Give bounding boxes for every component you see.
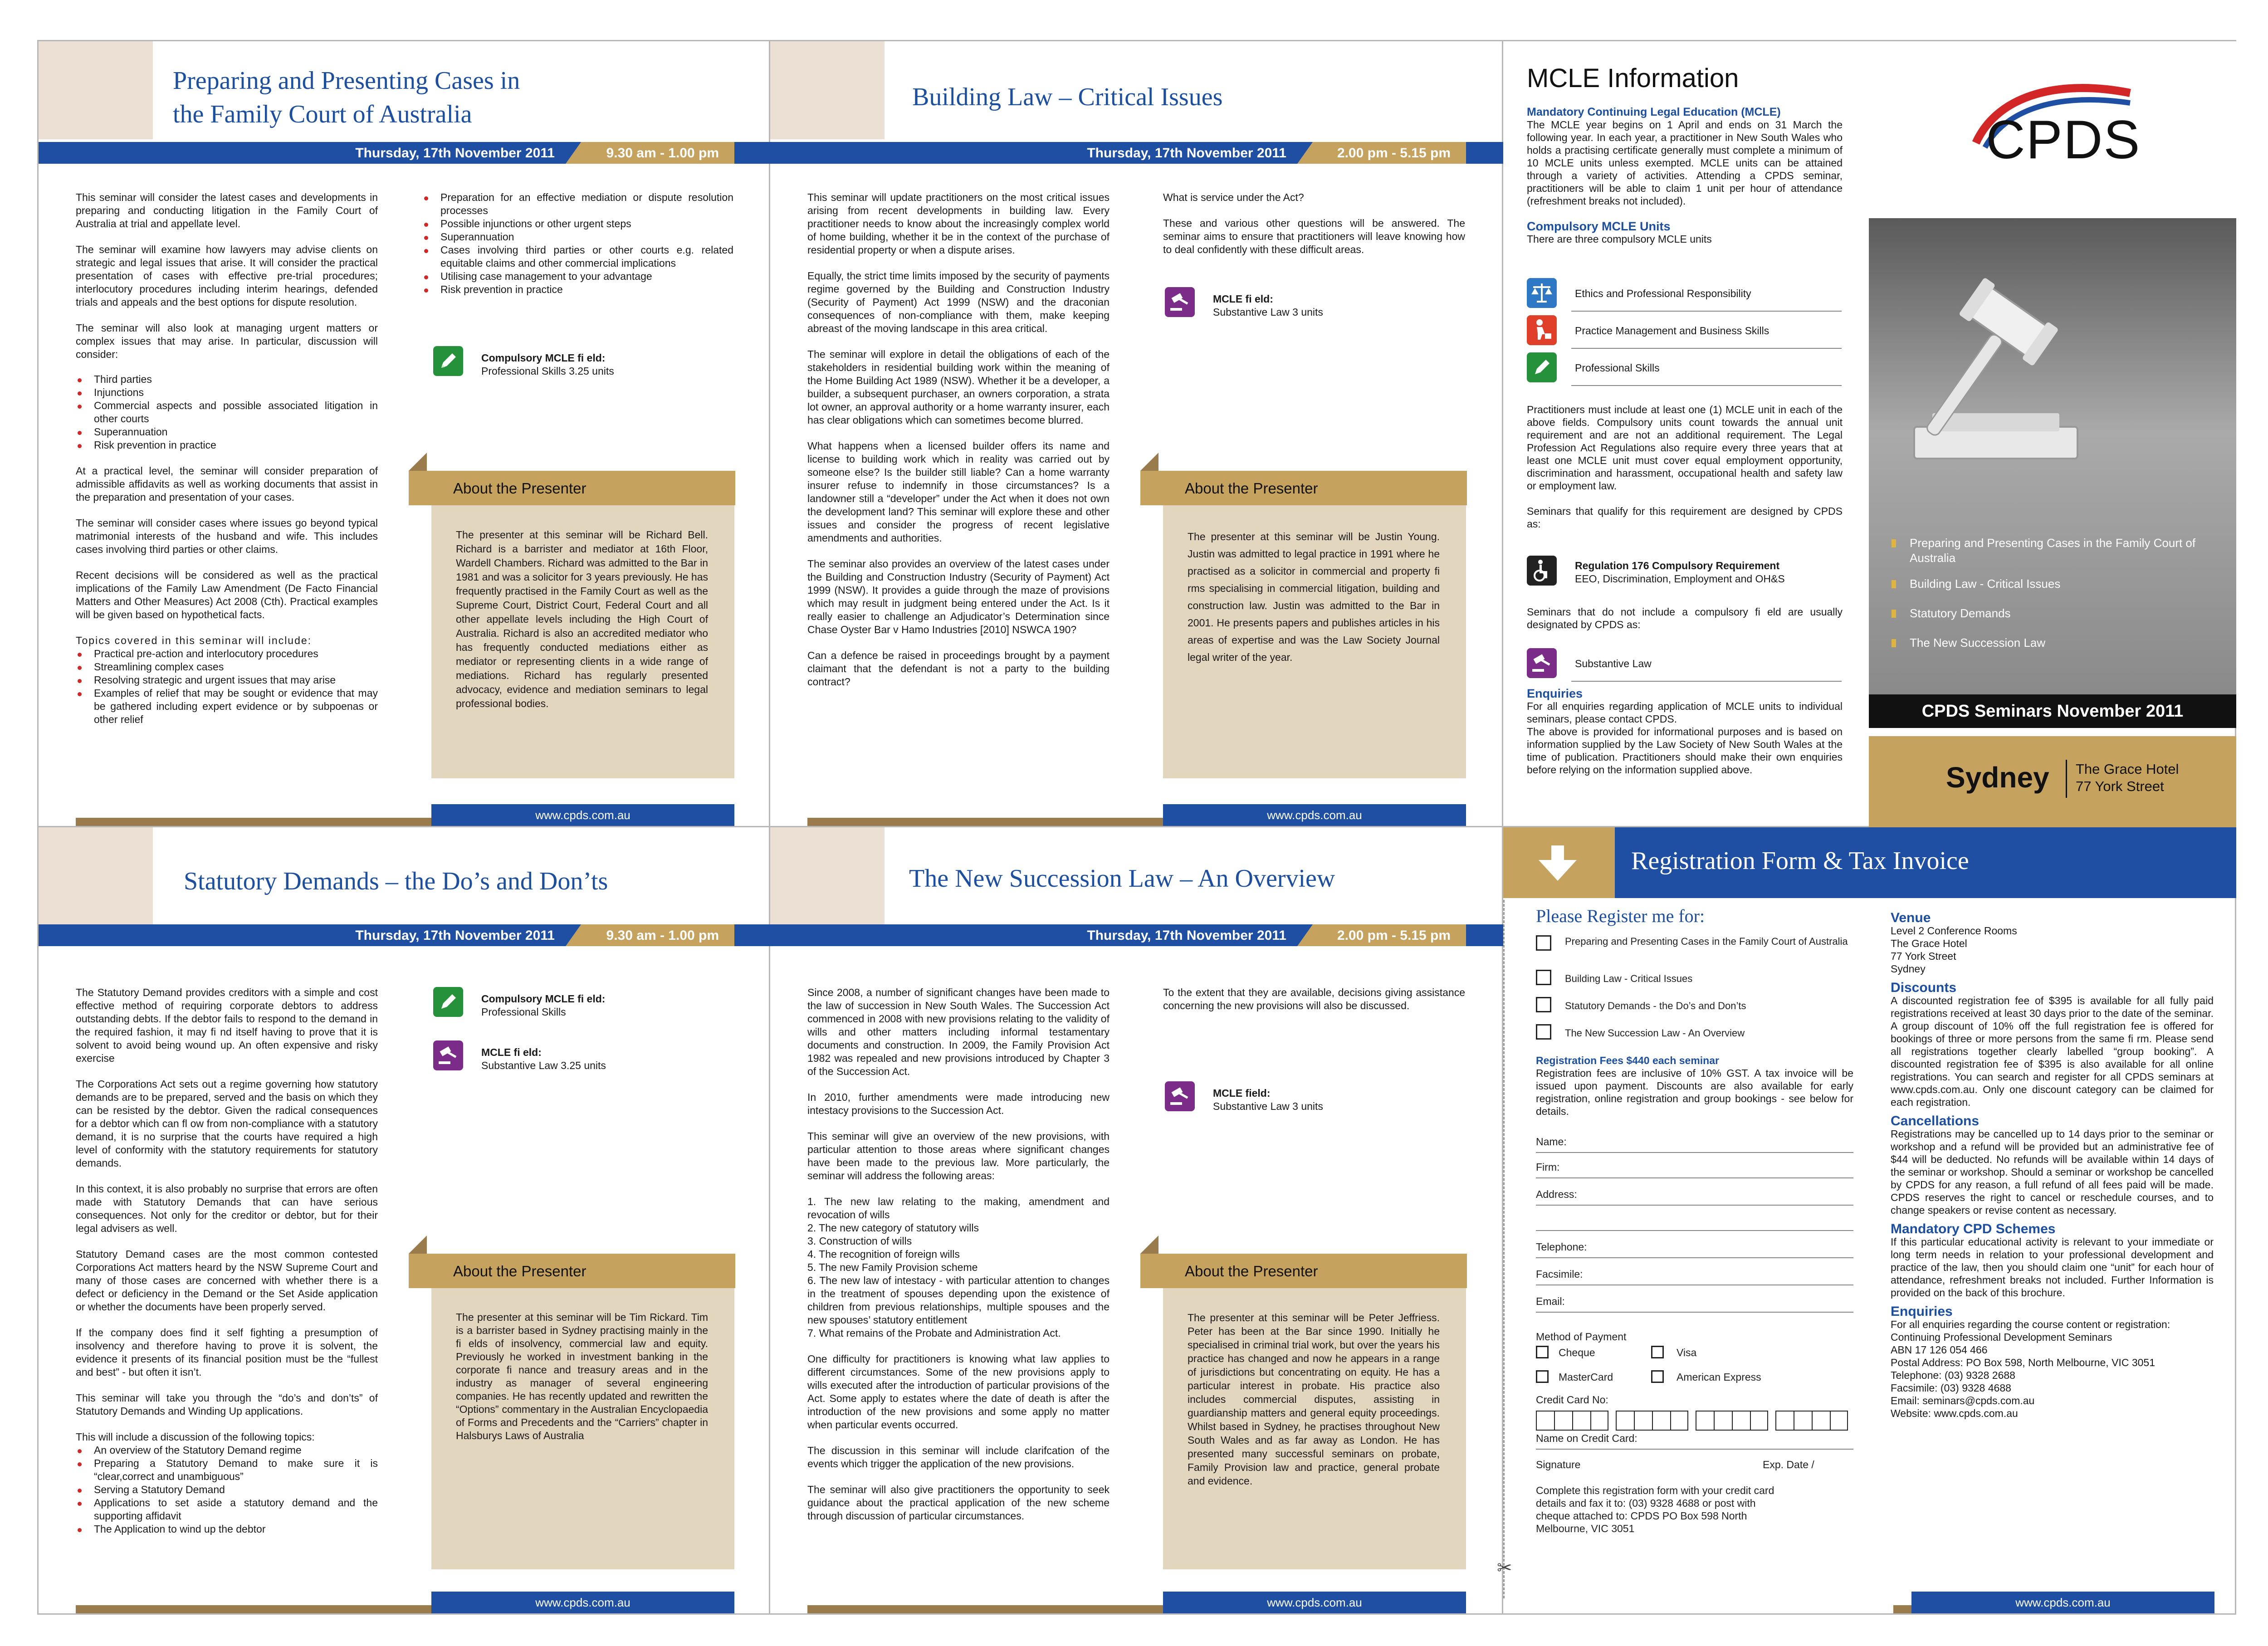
list-item: Cases involving third parties or other courts e.g. related equitable claims and other commercial implications — [422, 244, 733, 270]
bullet-list — [76, 373, 378, 452]
venue-line: Sydney — [1891, 963, 1926, 975]
paragraph: Can a defence be raised in proceedings brought by a payment claimant that the defendant is not a party to the building contract? — [807, 650, 1110, 688]
field-value: Substantive Law 3.25 units — [481, 1060, 606, 1071]
field-label: Name: — [1536, 1136, 1567, 1148]
cover-item — [1892, 576, 2218, 591]
field-value: Substantive Law 3 units — [1213, 306, 1323, 318]
seminar-date: Thursday, 17th November 2011 — [355, 146, 555, 161]
checkbox[interactable] — [1536, 970, 1551, 985]
seminar-time: 9.30 am - 1.00 pm — [606, 146, 719, 161]
paragraph: The discussion in this seminar will include clarifcation of the events which trigger the application of the new provisions. — [807, 1445, 1110, 1470]
footer — [39, 1592, 772, 1613]
title-line-1: Preparing and Presenting Cases in — [173, 67, 520, 95]
panel-title: Statutory Demands – the Do’s and Don’ts — [184, 867, 608, 895]
reg-title: Regulation 176 Compulsory Requirement — [1575, 560, 1780, 571]
date-wedge — [566, 924, 581, 946]
pencil-icon — [433, 346, 463, 376]
field-label: MCLE fi eld: — [1213, 293, 1273, 305]
venue-block — [1869, 736, 2236, 829]
presenter-box — [431, 505, 734, 778]
field-label: Name on Credit Card: — [1536, 1432, 1637, 1444]
section-heading: Mandatory CPD Schemes — [1891, 1221, 2056, 1236]
paragraph: The Statutory Demand provides creditors with a simple and cost effective method of requiring corporate debtors to address outstanding debts. If the debtor fails to respond to the demand in the required fashion, it may fi nd itself having to prove that it is solvent to avoid being wound up. An often expensive and risky exercise — [76, 987, 378, 1064]
checkbox-visa[interactable] — [1651, 1346, 1664, 1358]
paragraph: Seminars that do not include a compulsory fi eld are usually designated by CPDS as: — [1527, 606, 1843, 630]
field-label: Telephone: — [1536, 1241, 1587, 1253]
bullet-list — [76, 647, 378, 726]
list-item: 5. The new Family Provision scheme — [807, 1261, 978, 1273]
paragraph: There are three compulsory MCLE units — [1527, 233, 1712, 245]
form-field[interactable] — [1536, 1241, 1853, 1268]
mcle-field — [433, 987, 705, 1019]
scissors-icon: ✂ — [1497, 1558, 1512, 1578]
paragraph: What is service under the Act? — [1163, 191, 1304, 203]
unit-label: Professional Skills — [1575, 362, 1660, 374]
gavel-icon — [1165, 1081, 1195, 1111]
column-left — [76, 986, 378, 1548]
seminar-time: 2.00 pm - 5.15 pm — [1337, 146, 1451, 161]
panel-family-court — [37, 40, 770, 827]
numbered-list — [807, 1195, 1110, 1340]
paragraph: Recent decisions will be considered as well as the practical implications of the Family Law Amendment (De Facto Financial Matters and Other Measures) Act 2008 (Cth). Practical examples will be given based on hypothetical facts. — [76, 569, 378, 620]
column-right — [422, 191, 733, 309]
list-item: Applications to set aside a statutory demand and the supporting affidavit — [76, 1496, 378, 1523]
unit-skills — [1527, 352, 1844, 384]
field-value: Professional Skills 3.25 units — [481, 365, 614, 377]
cover-item — [1892, 635, 2218, 650]
column-right — [1163, 191, 1465, 269]
seminar-date: Thursday, 17th November 2011 — [1087, 928, 1286, 943]
substantive-law — [1527, 648, 1844, 680]
paragraph: In 2010, further amendments were made introducing new intestacy provisions to the Succession Act. — [807, 1091, 1110, 1116]
list-item: Streamlining complex cases — [76, 660, 378, 674]
presenter-bio: The presenter at this seminar will be Justin Young. Justin was admitted to legal practice in 1991 where he practised as a solicitor in commercial and property fi rms specialising in commercial litigation, building and construction law. Justin was admitted to the Bar in 2001. He presents papers and publishes articles in his areas of expertise and was the Law Society Journal legal writer of the year. — [1188, 531, 1440, 663]
list-item: Risk prevention in practice — [422, 283, 733, 296]
field-value: Professional Skills — [481, 1006, 566, 1018]
person-icon — [1527, 315, 1557, 345]
mcle-field — [1165, 287, 1437, 319]
presenter-bio: The presenter at this seminar will be Richard Bell. Richard is a barrister and mediator at 16th Floor, Wardell Chambers. Richard was admitted to the Bar in 1981 and was a solicitor for 3 years previously. He has frequently practised in the Family Court as well as the Supreme Court, District Court, Federal Court and all other appellate levels including the High Court of Australia. Richard is also an accredited mediator who has frequently conducted mediations either as mediator or representing clients in a wide range of mediations. Richard has regularly presented advocacy, evidence and mediation seminars to legal professional bodies. — [456, 529, 708, 709]
panel-succession-law — [770, 827, 1503, 1615]
reg-header — [1503, 827, 2236, 898]
list-item: Preparation for an effective mediation or dispute resolution processes — [422, 191, 733, 217]
field-value: Substantive Law 3 units — [1213, 1100, 1323, 1112]
list-item: Third parties — [76, 373, 378, 386]
list-item: 2. The new category of statutory wills — [807, 1222, 979, 1234]
checkbox[interactable] — [1536, 1024, 1551, 1040]
section-heading: Enquiries — [1527, 687, 1583, 700]
cut-line — [1503, 900, 1505, 1598]
pencil-icon — [433, 987, 463, 1017]
fees-heading: Registration Fees $440 each seminar — [1536, 1055, 1719, 1066]
cover-item-label: Statutory Demands — [1910, 606, 2011, 620]
paragraph: This seminar will update practitioners on the most critical issues arising from recent developments in building law. Every practitioner needs to know about the increasingly complex world of home building, whether it be in the context of the purchase of residential property or when a dispute arises. — [807, 191, 1110, 256]
date-bar — [770, 142, 1503, 164]
fees-text: Registration fees are inclusive of 10% GST. A tax invoice will be issued upon payment. Discounts are also available for early registration, online registration and group bookings - see below for details. — [1536, 1067, 1853, 1117]
cover-item-label: The New Succession Law — [1910, 636, 2046, 650]
unit-label: Substantive Law — [1575, 658, 1652, 669]
enquiry-line: Website: www.cpds.com.au — [1891, 1407, 2018, 1419]
list-item: Serving a Statutory Demand — [76, 1483, 378, 1496]
panel-title: MCLE Information — [1527, 63, 1739, 93]
paragraph: The MCLE year begins on 1 April and ends on 31 March the following year. In each year, a practitioner in New South Wales who holds a practising certificate generally must complete a minimum of 10 MCLE units unless exempted. MCLE units can be attained through a variety of activities. Attending a CPDS seminar, practitioners will be able to claim 1 unit per hour of attendance (refreshment breaks not included). — [1527, 119, 1843, 207]
panel-building-law — [770, 40, 1503, 827]
mcle-text-2 — [1527, 403, 1843, 530]
presenter-box — [1163, 1288, 1466, 1569]
field-label: Facsimile: — [1536, 1268, 1583, 1280]
paragraph: Equally, the strict time limits imposed by the security of payments regime governed by the Building and Construction Industry (Security of Payment) Act 1999 (NSW) and the draconian consequences of non-compliance with them, make keeping abreast of the moving landscape in this area critical. — [807, 270, 1110, 334]
presenter-heading: About the Presenter — [1185, 1263, 1318, 1280]
presenter-bio: The presenter at this seminar will be Peter Jeffriess. Peter has been at the Bar since 1990. Initially he specialised in criminal trial work, but over the years his practice has changed and now he appears in a range of jurisdictions but concentrating on equity. He has a particular interest in probate. His practice also includes commercial disputes, assisting in guardianship matters and general equity proceedings. Whilst based in Sydney, he practises throughout New South Wales and as far away as London. He has presented many successful seminars on probate, Family Provision law and practice, general probate and evidence. — [1188, 1312, 1440, 1487]
pay-label: MasterCard — [1559, 1371, 1613, 1383]
website-link[interactable]: www.cpds.com.au — [431, 804, 734, 826]
card-number-boxes[interactable] — [1536, 1411, 1853, 1432]
divider — [1571, 311, 1842, 312]
list-item: Injunctions — [76, 386, 378, 399]
date-wedge — [1297, 142, 1313, 164]
paragraph: Practitioners must include at least one (1) MCLE unit in each of the above fields. Compulsory units count towards the annual unit requirement and are not an additional requirement. The Legal Profession Act Regulations also require every three years that at least one MCLE unit must cover equal employment opportunity, discrimination and harassment, occupational health and safety law or employment law. — [1527, 404, 1843, 492]
panel-accent-block — [39, 827, 153, 925]
venue-line: Level 2 Conference Rooms — [1891, 925, 2017, 937]
divider — [1571, 681, 1842, 682]
postal-instructions: Complete this registration form with your credit card details and fax it to: (03) 9328 4688 or post with cheque attached to: CPDS PO Box 598 North Melbourne, VIC 3051 — [1536, 1485, 1774, 1534]
seminar-date: Thursday, 17th November 2011 — [1087, 146, 1286, 161]
arrow-block — [1503, 827, 1615, 898]
enquiry-line: Telephone: (03) 9328 2688 — [1891, 1369, 2015, 1381]
list-item: Preparing a Statutory Demand to make sure it is “clear,correct and unambiguous” — [76, 1457, 378, 1483]
field-label: Compulsory MCLE fi eld: — [481, 352, 606, 364]
field-label: MCLE fi eld: — [481, 1046, 542, 1058]
panel-accent-block — [39, 41, 153, 139]
venue-line: The Grace Hotel — [1891, 938, 1967, 949]
date-bar — [39, 142, 772, 164]
presenter-box — [1163, 505, 1466, 778]
bullet-list — [422, 191, 733, 296]
list-item: Practical pre-action and interlocutory procedures — [76, 647, 378, 660]
form-field[interactable] — [1536, 1268, 1853, 1295]
card-number-label: Credit Card No: — [1536, 1394, 1608, 1406]
paragraph: Registrations may be cancelled up to 14 days prior to the seminar or workshop and a refund will be provided but an administrative fee of $44 will be deducted. No refunds will be available within 14 days of the seminar or workshop. Should a seminar or workshop be cancelled by CPDS for any reason, a full refund of all fees paid will be made. CPDS reserves the right to cancel or reschedule courses, and to change speakers or revise content as necessary. — [1891, 1128, 2214, 1216]
unit-practice — [1527, 315, 1844, 347]
option-label: Preparing and Presenting Cases in the Family Court of Australia — [1565, 936, 1848, 947]
logo-area — [1869, 41, 2236, 218]
list-item: 6. The new law of intestacy - with particular attention to changes in the treatment of spouses depending upon the existence of children from previous relationships, multiple spouses and the new spouses’ statutory entitlement — [807, 1275, 1110, 1326]
section-heading: Compulsory MCLE Units — [1527, 220, 1671, 233]
paragraph: If this particular educational activity is relevant to your immediate or long term needs in relation to your professional development and practice of the law, then you should claim one “unit” for each hour of attendance, refreshment breaks not included. Further Information is provided on the back of this brochure. — [1891, 1236, 2214, 1299]
reg-info-column — [1891, 912, 2214, 1420]
paragraph: This seminar will give an overview of the new provisions, with particular attention to those areas where significant changes have been made to the previous law. More particularly, the seminar will address the following areas: — [807, 1130, 1110, 1182]
venue-line: 77 York Street — [1891, 950, 1956, 962]
cover-seminar-list — [1892, 536, 2218, 650]
paragraph: Seminars that qualify for this requirement are designed by CPDS as: — [1527, 505, 1843, 530]
payment-method — [1536, 1331, 1853, 1535]
section-heading: Venue — [1891, 910, 1931, 925]
column-left — [807, 191, 1110, 701]
checkbox-cheque[interactable] — [1536, 1346, 1549, 1358]
gavel-icon — [1527, 648, 1557, 678]
list-item: Utilising case management to your advantage — [422, 270, 733, 283]
column-left — [807, 986, 1110, 1535]
contact-fields — [1536, 1136, 1853, 1323]
venue-address — [2076, 761, 2179, 795]
list-item: Possible injunctions or other urgent steps — [422, 217, 733, 230]
paragraph: This seminar will consider the latest cases and developments in preparing and conducting litigation in the Family Court of Australia at trial and appellate level. — [76, 191, 378, 230]
cover-item — [1892, 536, 2218, 566]
divider — [1571, 385, 1842, 386]
panel-registration — [1497, 827, 2236, 1615]
gavel-icon — [1165, 287, 1195, 317]
paragraph: This will include a discussion of the following topics: — [76, 1431, 315, 1443]
date-wedge — [1297, 924, 1313, 946]
mcle-field — [433, 1040, 705, 1072]
paragraph: To the extent that they are available, decisions giving assistance concerning the new provisions will also be discussed. — [1163, 987, 1465, 1011]
paragraph: At a practical level, the seminar will consider preparation of admissible affidavits as well as working documents that assist in the preparation and presentation of your cases. — [76, 465, 378, 503]
field-label: Email: — [1536, 1295, 1565, 1307]
presenter-header — [1140, 1254, 1467, 1288]
section-heading: Cancellations — [1891, 1114, 1980, 1128]
footer — [1503, 1592, 2236, 1613]
date-bar — [770, 924, 1503, 946]
enquiry-line: For all enquiries regarding the course content or registration: — [1891, 1319, 2170, 1330]
checkbox-amex[interactable] — [1651, 1370, 1664, 1383]
list-item: Commercial aspects and possible associated litigation in other courts — [76, 399, 378, 425]
presenter-box — [431, 1288, 734, 1569]
enquiry-line: Facsimile: (03) 9328 4688 — [1891, 1382, 2011, 1394]
venue-line: The Grace Hotel — [2076, 761, 2179, 777]
section-heading: Discounts — [1891, 980, 1957, 995]
list-item: Superannuation — [76, 425, 378, 439]
paragraph: The seminar will consider cases where issues go beyond typical matrimonial interests of the husband and wife. This includes cases involving third parties or other claims. — [76, 517, 378, 555]
form-field[interactable] — [1536, 1136, 1853, 1161]
gavel-illustration — [1896, 254, 2123, 490]
fees — [1536, 1054, 1853, 1118]
gavel-icon — [433, 1040, 463, 1070]
panel-title: Registration Form & Tax Invoice — [1631, 847, 1969, 875]
date-bar — [39, 924, 772, 946]
mcle-enquiries — [1527, 687, 1843, 776]
enquiry-line: Continuing Professional Development Seminars — [1891, 1331, 2112, 1343]
option-row[interactable] — [1536, 1000, 1853, 1027]
arrow-down-icon — [1535, 845, 1580, 882]
panel-accent-block — [770, 827, 885, 925]
option-row[interactable] — [1536, 1027, 1853, 1054]
pay-label: Visa — [1677, 1347, 1697, 1358]
list-item: The Application to wind up the debtor — [76, 1523, 378, 1536]
list-item: Examples of relief that may be sought or evidence that may be gathered including expert evidence or by subpoenas or other relief — [76, 687, 378, 726]
reg176 — [1527, 556, 1844, 592]
wheelchair-icon — [1527, 556, 1557, 586]
form-field[interactable] — [1536, 1188, 1853, 1241]
venue-line: 77 York Street — [2076, 778, 2164, 794]
list-item: 3. Construction of wills — [807, 1235, 912, 1247]
cover-item-label: Preparing and Presenting Cases in the Family Court of Australia — [1910, 536, 2196, 565]
presenter-bio: The presenter at this seminar will be Tim Rickard. Tim is a barrister based in Sydney practising mainly in the fi elds of insolvency, commercial law and equity. Previously he worked in investment banking in the corporate fi nance and treasury areas and in the industry as manager of several engineering companies. He has recently updated and rewritten the “Options” commentary in the Australian Encyclopaedia of Forms and Precedents and the “Carriers” chapter in Halsburys Laws of Australia — [456, 1311, 708, 1441]
divider — [2066, 760, 2067, 798]
footer — [39, 804, 772, 826]
list-item: 7. What remains of the Probate and Administration Act. — [807, 1327, 1061, 1339]
paragraph: The seminar will explore in detail the obligations of each of the stakeholders in residential building work within the meaning of the Home Building Act 1989 (NSW). Whether it be a developer, a builder, a subsequent purchaser, an owners corporation, a strata lot owner, an approval authority or a home warranty insurer, each has clear obligations which can sometimes become blurred. — [807, 348, 1110, 426]
paragraph: The seminar also provides an overview of the latest cases under the Building and Construction Industry (Security of Payment) Act 1999 (NSW). It provides a guide through the maze of provisions which may result in judgment being entered under the Act. Is it really easier to challenge an Adjudicator’s Determination since Chase Oyster Bar v Hamo Industries [2010] NSWCA 190? — [807, 558, 1110, 635]
paragraph: The seminar will also look at managing urgent matters or complex issues that may arise. In particular, discussion will consider: — [76, 322, 378, 360]
website-link[interactable]: www.cpds.com.au — [431, 1592, 734, 1613]
paragraph: Topics covered in this seminar will include: — [76, 635, 312, 646]
pay-label: American Express — [1677, 1371, 1761, 1383]
section-heading: Mandatory Continuing Legal Education (MCLE) — [1527, 106, 1781, 118]
date-wedge — [566, 142, 581, 164]
paragraph: In this context, it is also probably no surprise that errors are often made with Statutory Demands that can have serious consequences. Not only for the creditor or debtor, but for their legal advisers as well. — [76, 1183, 378, 1234]
field-label: Firm: — [1536, 1161, 1560, 1173]
panel-accent-block — [770, 41, 885, 139]
field-label: Signature — [1536, 1459, 1581, 1470]
paragraph: For all enquiries regarding application of MCLE units to individual seminars, please contact CPDS. — [1527, 700, 1843, 725]
form-heading: Please Register me for: — [1536, 906, 1705, 926]
option-row[interactable] — [1536, 935, 1853, 972]
scales-icon — [1527, 278, 1557, 308]
seminar-time: 9.30 am - 1.00 pm — [606, 928, 719, 943]
paragraph: The above is provided for informational purposes and is based on information supplied by the Law Society of New South Wales at the time of publication. Practitioners should make their own enquiries before relying on the information supplied above. — [1527, 726, 1843, 776]
paragraph: These and various other questions will be answered. The seminar aims to ensure that practitioners will leave knowing how to deal confidently with these difficult areas. — [1163, 217, 1465, 255]
field-label: Exp. Date / — [1763, 1459, 1814, 1470]
presenter-heading: About the Presenter — [1185, 480, 1318, 497]
presenter-heading: About the Presenter — [453, 1263, 587, 1280]
paragraph: This seminar will take you through the “do’s and don’ts” of Statutory Demands and Winding Up applications. — [76, 1392, 378, 1417]
website-link[interactable]: www.cpds.com.au — [1163, 804, 1466, 826]
enquiry-line: Postal Address: PO Box 598, North Melbourne, VIC 3051 — [1891, 1357, 2155, 1368]
panel-mcle-info — [1503, 40, 2236, 827]
field-label: MCLE field: — [1213, 1087, 1271, 1099]
option-label: Statutory Demands - the Do’s and Don’ts — [1565, 1000, 1746, 1011]
cover-image — [1869, 218, 2236, 694]
column-left — [76, 191, 378, 739]
card-name-field[interactable] — [1536, 1432, 1853, 1455]
presenter-heading: About the Presenter — [453, 480, 587, 497]
footer — [770, 804, 1503, 826]
panel-title — [173, 64, 520, 131]
cover-item — [1892, 606, 2218, 621]
field-label: Address: — [1536, 1188, 1577, 1200]
paragraph: If the company does find it self fighting a presumption of insolvency and therefore having to prove it is solvent, the evidence it presents of its financial position must be the “fullest and best” - but often it isn’t. — [76, 1327, 378, 1378]
seminar-date: Thursday, 17th November 2011 — [355, 928, 555, 943]
website-link[interactable]: www.cpds.com.au — [1911, 1592, 2214, 1613]
option-label: The New Succession Law - An Overview — [1565, 1027, 1745, 1039]
method-label: Method of Payment — [1536, 1331, 1627, 1343]
checkbox[interactable] — [1536, 997, 1551, 1012]
presenter-header — [1140, 471, 1467, 505]
divider — [1571, 348, 1842, 349]
enquiry-line: Email: seminars@cpds.com.au — [1891, 1395, 2035, 1407]
paragraph: Statutory Demand cases are the most common contested Corporations Act matters heard by the NSW Supreme Court and many of those cases are concerned with whether there is a defect or deficiency in the Demand or the Set Aside application or whether the documents have been properly served. — [76, 1248, 378, 1313]
paragraph: A discounted registration fee of $395 is available for all fully paid registrations received at least 30 days prior to the date of the seminar. A group discount of 10% off the full registration fee is offered for bookings of three or more persons from the same fi rm. Please send all registrations together clearly labelled “group booking”. A discounted registration fee of $395 is also available for all online registrations. You can search and register for all CPDS seminars at www.cpds.com.au. Only one discount category can be claimed for each registration. — [1891, 995, 2214, 1108]
footer — [770, 1592, 1503, 1613]
signature-field[interactable] — [1536, 1459, 1853, 1484]
unit-label: Practice Management and Business Skills — [1575, 325, 1769, 337]
seminar-options — [1536, 935, 1853, 1054]
reg-subtitle: EEO, Discrimination, Employment and OH&S — [1575, 573, 1785, 585]
option-row[interactable] — [1536, 972, 1853, 1000]
panel-title: The New Succession Law – An Overview — [909, 865, 1335, 893]
list-item: 4. The recognition of foreign wills — [807, 1248, 960, 1260]
form-field[interactable] — [1536, 1161, 1853, 1188]
paragraph: One difficulty for practitioners is knowing what law applies to different circumstances. Some of the new provisions apply to wills executed after the introduction of particular provisions of the Act. Some apply to estates where the date of death is after the introduction of the new provisions and some apply no matter when particular events occurred. — [807, 1353, 1110, 1431]
bullet-list — [76, 1444, 378, 1536]
website-link[interactable]: www.cpds.com.au — [1163, 1592, 1466, 1613]
option-label: Building Law - Critical Issues — [1565, 973, 1693, 984]
city-label: Sydney — [1946, 761, 2049, 794]
form-field[interactable] — [1536, 1295, 1853, 1323]
unit-ethics — [1527, 278, 1844, 310]
unit-label: Ethics and Professional Responsibility — [1575, 288, 1751, 299]
cover-item-label: Building Law - Critical Issues — [1910, 577, 2061, 591]
mcle-field — [1165, 1081, 1437, 1113]
list-item: Superannuation — [422, 230, 733, 244]
checkbox-mastercard[interactable] — [1536, 1370, 1549, 1383]
field-label: Compulsory MCLE fi eld: — [481, 993, 606, 1005]
presenter-header — [409, 1254, 735, 1288]
seminar-time: 2.00 pm - 5.15 pm — [1337, 928, 1451, 943]
enquiry-line: ABN 17 126 054 466 — [1891, 1344, 1988, 1356]
paragraph: The seminar will examine how lawyers may advise clients on strategic and legal issues that arise. It will consider the practical presentation of cases with effective pre-trial procedures; interlocutory procedures including interim hearings, defended trials and appeals and the best options for dispute resolution. — [76, 244, 378, 308]
pencil-icon — [1527, 352, 1557, 382]
paragraph: What happens when a licensed builder offers its name and license to building work which in reality was carried out by someone else? Is the builder still liable? Can a home warranty insurer refuse to indemnify in those circumstances? Is a landowner still a “developer” under the Act when it does not own the development land? This seminar will explore these and other issues and consider the progress of recent legislative amendments and authorities. — [807, 440, 1110, 544]
paragraph: The seminar will also give practitioners the opportunity to seek guidance about the practical application of the new scheme through discussion of particular circumstances. — [807, 1484, 1110, 1522]
mcle-text — [1527, 106, 1843, 245]
panel-statutory-demands — [37, 827, 770, 1615]
mcle-field — [433, 346, 705, 378]
section-heading: Enquiries — [1891, 1304, 1953, 1319]
list-item: Resolving strategic and urgent issues that may arise — [76, 674, 378, 687]
title-line-2: the Family Court of Australia — [173, 100, 472, 128]
paragraph: Since 2008, a number of significant changes have been made to the law of succession in New South Wales. The Succession Act commenced in 2008 with new provisions relating to the validity of wills and other matters including informal testamentary documents and construction. In 2009, the Family Provision Act 1982 was repealed and new provisions introduced by Chapter 3 of the Succession Act. — [807, 987, 1110, 1077]
cpds-logo: CPDS — [1986, 109, 2141, 170]
panel-title: Building Law – Critical Issues — [912, 83, 1223, 111]
list-item: Risk prevention in practice — [76, 439, 378, 452]
pay-label: Cheque — [1559, 1347, 1595, 1358]
checkbox[interactable] — [1536, 935, 1551, 951]
presenter-header — [409, 471, 735, 505]
list-item: An overview of the Statutory Demand regime — [76, 1444, 378, 1457]
paragraph: The Corporations Act sets out a regime governing how statutory demands are to be prepared, served and the basis on which they can be resisted by the debtor. Given the radical consequences for a debtor which can fl ow from non-compliance with a statutory demand, it is no surprise that the courts have required a high level of conformity with the statutory requirements for statutory demands. — [76, 1078, 378, 1169]
cover-band: CPDS Seminars November 2011 — [1869, 694, 2236, 728]
list-item: 1. The new law relating to the making, amendment and revocation of wills — [807, 1196, 1110, 1221]
